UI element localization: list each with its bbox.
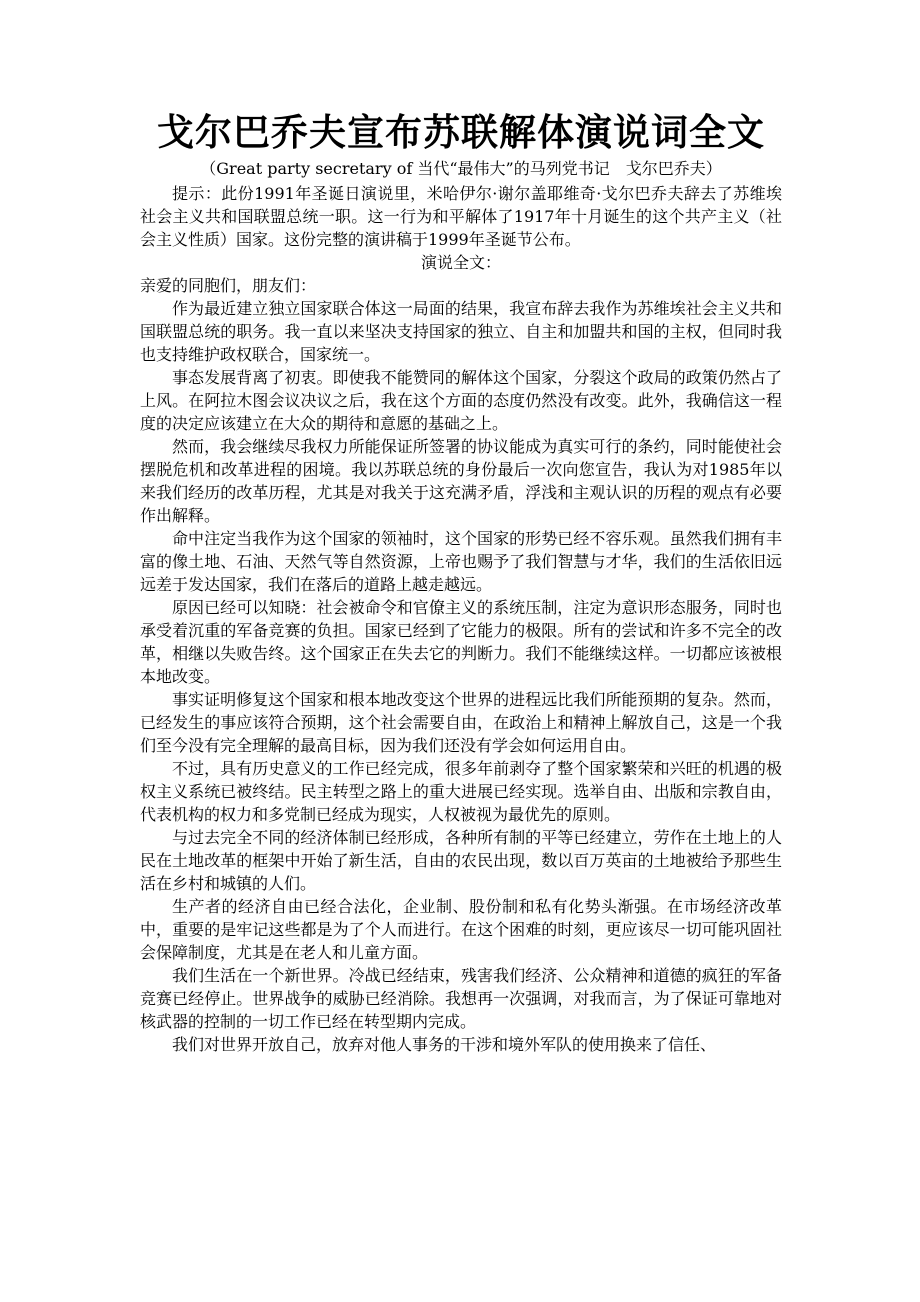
body-paragraph: 我们生活在一个新世界。冷战已经结束，残害我们经济、公众精神和道德的疯狂的军备竞赛已经停止。世界战争的威胁已经消除。我想再一次强调，对我而言，为了保证可靠地对核武器的控制的一切工作已经在转型期内完成。 [140, 966, 782, 1031]
body-paragraph: 命中注定当我作为这个国家的领袖时，这个国家的形势已经不容乐观。虽然我们拥有丰富的像土地、石油、天然气等自然资源，上帝也赐予了我们智慧与才华，我们的生活依旧远远差于发达国家，我们在落后的道路上越走越远。 [140, 529, 782, 594]
body-paragraph: 事态发展背离了初衷。即使我不能赞同的解体这个国家，分裂这个政局的政策仍然占了上风。在阿拉木图会议决议之后，我在这个方面的态度仍然没有改变。此外，我确信这一程度的决定应该建立在大众的期待和意愿的基础之上。 [140, 368, 782, 433]
body-paragraph: 不过，具有历史意义的工作已经完成，很多年前剥夺了整个国家繁荣和兴旺的机遇的极权主义系统已被终结。民主转型之路上的重大进展已经实现。选举自由、出版和宗教自由，代表机构的权力和多党制已经成为现实，人权被视为最优先的原则。 [140, 759, 782, 824]
body-paragraph: 然而，我会继续尽我权力所能保证所签署的协议能成为真实可行的条约，同时能使社会摆脱危机和改革进程的困境。我以苏联总统的身份最后一次向您宣告，我认为对1985年以来我们经历的改革历程，尤其是对我关于这充满矛盾，浮浅和主观认识的历程的观点有必要作出解释。 [140, 437, 782, 525]
body-paragraph: 原因已经可以知晓：社会被命令和官僚主义的系统压制，注定为意识形态服务，同时也承受着沉重的军备竞赛的负担。国家已经到了它能力的极限。所有的尝试和许多不完全的改革，相继以失败告终。这个国家正在失去它的判断力。我们不能继续这样。一切都应该被根本地改变。 [140, 598, 782, 686]
body-paragraph: 作为最近建立独立国家联合体这一局面的结果，我宣布辞去我作为苏维埃社会主义共和国联盟总统的职务。我一直以来坚决支持国家的独立、自主和加盟共和国的主权，但同时我也支持维护政权联合，国家统一。 [140, 299, 782, 364]
body-paragraph: 生产者的经济自由已经合法化，企业制、股份制和私有化势头渐强。在市场经济改革中，重要的是牢记这些都是为了个人而进行。在这个困难的时刻，更应该尽一切可能巩固社会保障制度，尤其是在老人和儿童方面。 [140, 897, 782, 962]
body-paragraph: 我们对世界开放自己，放弃对他人事务的干涉和境外军队的使用换来了信任、 [172, 1035, 717, 1054]
document-subtitle: （Great party secretary of 当代“最伟大”的马列党书记 戈尔巴乔夫） [200, 159, 722, 178]
document-page [140, 110, 782, 1056]
intro-paragraph: 提示：此份1991年圣诞日演说里，米哈伊尔·谢尔盖耶维奇·戈尔巴乔夫辞去了苏维埃社会主义共和国联盟总统一职。这一行为和平解体了1917年十月诞生的这个共产主义（社会主义性质）国家。这份完整的演讲稿于1999年圣诞节公布。 [140, 184, 782, 249]
body-paragraph: 事实证明修复这个国家和根本地改变这个世界的进程远比我们所能预期的复杂。然而，已经发生的事应该符合预期，这个社会需要自由，在政治上和精神上解放自己，这是一个我们至今没有完全理解的最高目标，因为我们还没有学会如何运用自由。 [140, 690, 782, 755]
body-paragraph: 与过去完全不同的经济体制已经形成，各种所有制的平等已经建立，劳作在土地上的人民在土地改革的框架中开始了新生活，自由的农民出现，数以百万英亩的土地被给予那些生活在乡村和城镇的人们。 [140, 828, 782, 893]
document-title: 戈尔巴乔夫宣布苏联解体演说词全文 [157, 111, 765, 154]
section-heading: 演说全文： [420, 253, 501, 272]
salutation: 亲爱的同胞们，朋友们： [140, 276, 317, 295]
